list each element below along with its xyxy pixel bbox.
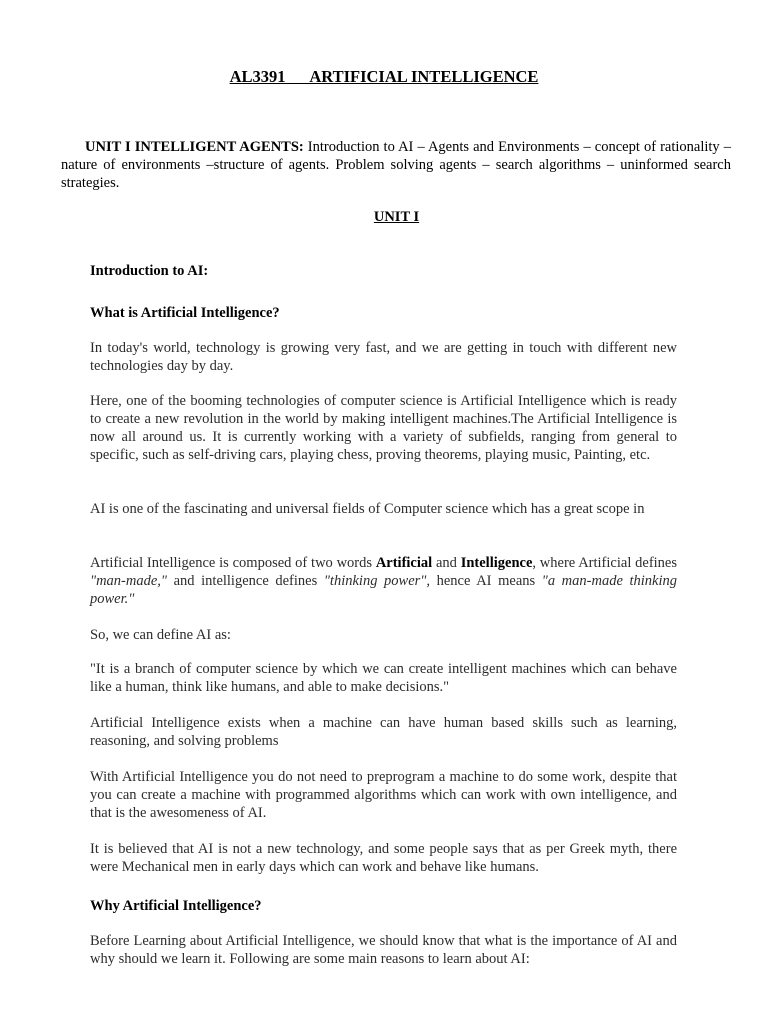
- syllabus-paragraph: [61, 138, 731, 192]
- document-title: AL3391 ARTIFICIAL INTELLIGENCE: [229, 67, 539, 86]
- p4-italic-definition: "a man-made thinking power.": [90, 573, 678, 607]
- p4-text-1: Artificial Intelligence is composed of two words: [90, 555, 376, 571]
- p4-italic-man-made: "man-made,": [90, 573, 168, 589]
- p4-text-3: , where Artificial defines: [532, 555, 678, 571]
- p4-text-2: and: [432, 555, 461, 571]
- p4-italic-thinking-power: "thinking power",: [323, 573, 431, 589]
- p4-bold-intelligence: Intelligence: [460, 555, 533, 571]
- p4-text-5: hence AI means: [430, 573, 542, 589]
- paragraph-4: [90, 554, 677, 608]
- what-is-ai-heading: What is Artificial Intelligence?: [90, 305, 280, 321]
- paragraph-5: So, we can define AI as:: [90, 627, 231, 643]
- paragraph-2: Here, one of the booming technologies of computer science is Artificial Intelligence which is ready to create a new revolution in the world by making intelligent machines.The Artificial Intelligence is now all around us. It is currently working with a variety of subfields, ranging from general to specific, such as self-driving cars, playing chess, proving theorems, playing music, Painting, etc.: [90, 393, 677, 463]
- p4-text-4: and intelligence defines: [167, 573, 324, 589]
- syllabus-label: UNIT I INTELLIGENT AGENTS:: [85, 139, 304, 155]
- paragraph-7: Artificial Intelligence exists when a machine can have human based skills such as learning, reasoning, and solving problems: [90, 715, 677, 749]
- paragraph-10: Before Learning about Artificial Intelligence, we should know that what is the importance of AI and why should we learn it. Following are some main reasons to learn about AI:: [90, 933, 677, 967]
- paragraph-9: It is believed that AI is not a new technology, and some people says that as per Greek myth, there were Mechanical men in early days which can work and behave like humans.: [90, 841, 677, 875]
- ai-definition-quote: "It is a branch of computer science by which we can create intelligent machines which can behave like a human, think like humans, and able to make decisions.": [90, 661, 677, 695]
- why-ai-heading: Why Artificial Intelligence?: [90, 898, 262, 914]
- paragraph-8: With Artificial Intelligence you do not need to preprogram a machine to do some work, despite that you can create a machine with programmed algorithms which can work with own intelligence, and that is the awesomeness of AI.: [90, 769, 677, 821]
- paragraph-3: AI is one of the fascinating and universal fields of Computer science which has a great scope in: [90, 501, 645, 517]
- unit-heading: UNIT I: [373, 209, 420, 225]
- intro-heading: Introduction to AI:: [90, 263, 209, 279]
- paragraph-1: In today's world, technology is growing very fast, and we are getting in touch with different new technologies day by day.: [90, 340, 677, 374]
- p4-bold-artificial: Artificial: [375, 555, 433, 571]
- syllabus-text: Introduction to AI – Agents and Environments – concept of rationality – nature of environments –structure of agents. Problem solving agents – search algorithms – uninformed search strategies.: [61, 139, 731, 191]
